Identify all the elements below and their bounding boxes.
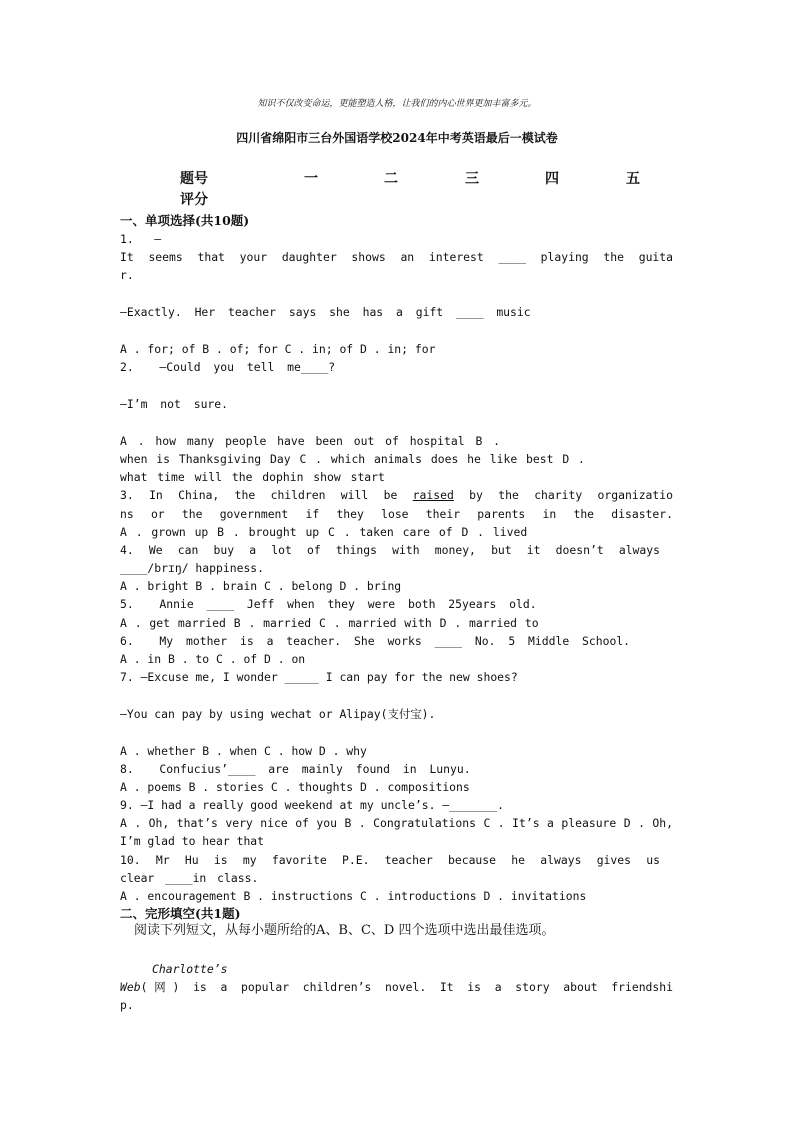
book-title-cont: Web [120, 980, 141, 994]
question-stem: It seems that your daughter shows an interest ____ playing the guita [120, 250, 673, 264]
answer-options: A . whether B . when C . how D . why [120, 744, 367, 758]
question-stem-cont: ____/brɪŋ/ happiness. [120, 561, 265, 575]
answer-options: A . bright B . brain C . belong D . bring [120, 579, 402, 593]
passage-line-cont: p. [120, 998, 134, 1012]
passage-line: Web(网) is a popular children’s novel. It is a story about friendshi [120, 980, 673, 994]
dialog-reply: —You can pay by using wechat or Alipay(支付宝). [120, 707, 436, 721]
section-heading: 一、单项选择(共10题) [120, 213, 250, 228]
question-stem-cont: ns or the government if they lose their parents in the disaster. [120, 507, 673, 521]
section-instruction: 阅读下列短文，从每小题所给的A、B、C、D 四个选项中选出最佳选项。 [134, 923, 555, 938]
question-stem-cont: r. [120, 268, 134, 282]
answer-options: A . encouragement B . instructions C . introductions D . invitations [120, 889, 587, 903]
question-stem: 10. Mr Hu is my favorite P.E. teacher because he always gives us [120, 853, 660, 867]
motto-text: 知识不仅改变命运，更能塑造人格，让我们的内心世界更加丰富多元。 [257, 99, 537, 109]
question-stem: 8. Confucius’____ are mainly found in Lunyu. [120, 762, 471, 776]
question-stem: 7. —Excuse me, I wonder _____ I can pay for the new shoes? [120, 670, 518, 684]
answer-options-cont: when is Thanksgiving Day C . which animals does he like best D . [120, 452, 585, 466]
answer-options-cont: I’m glad to hear that [120, 834, 265, 848]
underlined-word: raised [412, 488, 454, 502]
score-col-4: 四 [545, 171, 559, 187]
question-stem: 9. —I had a really good weekend at my uncle’s. —_______. [120, 798, 505, 812]
question-stem: 6. My mother is a teacher. She works ____ No. 5 Middle School. [120, 634, 631, 648]
book-title: Charlotte’s [152, 962, 228, 976]
answer-options: A . how many people have been out of hospital B . [120, 434, 501, 448]
score-row-label-2: 评分 [180, 192, 208, 208]
score-col-3: 三 [465, 171, 479, 187]
answer-options: A . Oh, that’s very nice of you B . Congratulations C . It’s a pleasure D . Oh, [120, 816, 673, 830]
answer-options: A . in B . to C . of D . on [120, 652, 306, 666]
dialog-reply: —Exactly. Her teacher says she has a gift ____ music [120, 305, 531, 319]
score-col-5: 五 [626, 171, 640, 187]
dialog-reply: —I’m not sure. [120, 397, 229, 411]
exam-title: 四川省绵阳市三台外国语学校2024年中考英语最后一模试卷 [236, 131, 558, 145]
answer-options: A . grown up B . brought up C . taken care of D . lived [120, 525, 528, 539]
score-col-2: 二 [384, 171, 398, 187]
answer-options: A . for; of B . of; for C . in; of D . in; for [120, 342, 436, 356]
score-col-1: 一 [304, 171, 318, 187]
question-stem: 3. In China, the children will be raised by the charity organizatio [120, 488, 673, 502]
answer-options-cont: what time will the dophin show start [120, 470, 385, 484]
answer-options: A . poems B . stories C . thoughts D . compositions [120, 780, 470, 794]
score-row-label: 题号 [180, 171, 208, 187]
section-heading-2: 二、完形填空(共1题) [120, 906, 241, 921]
question-stem: 5. Annie ____ Jeff when they were both 25years old. [120, 597, 537, 611]
question-stem: 2. —Could you tell me____? [120, 360, 336, 374]
answer-options: A . get married B . married C . married with D . married to [120, 616, 539, 630]
question-stem-cont: clear ____in class. [120, 871, 259, 885]
question-stem: 4. We can buy a lot of things with money, but it doesn’t always [120, 543, 660, 557]
question-number: 1. — [120, 232, 162, 246]
